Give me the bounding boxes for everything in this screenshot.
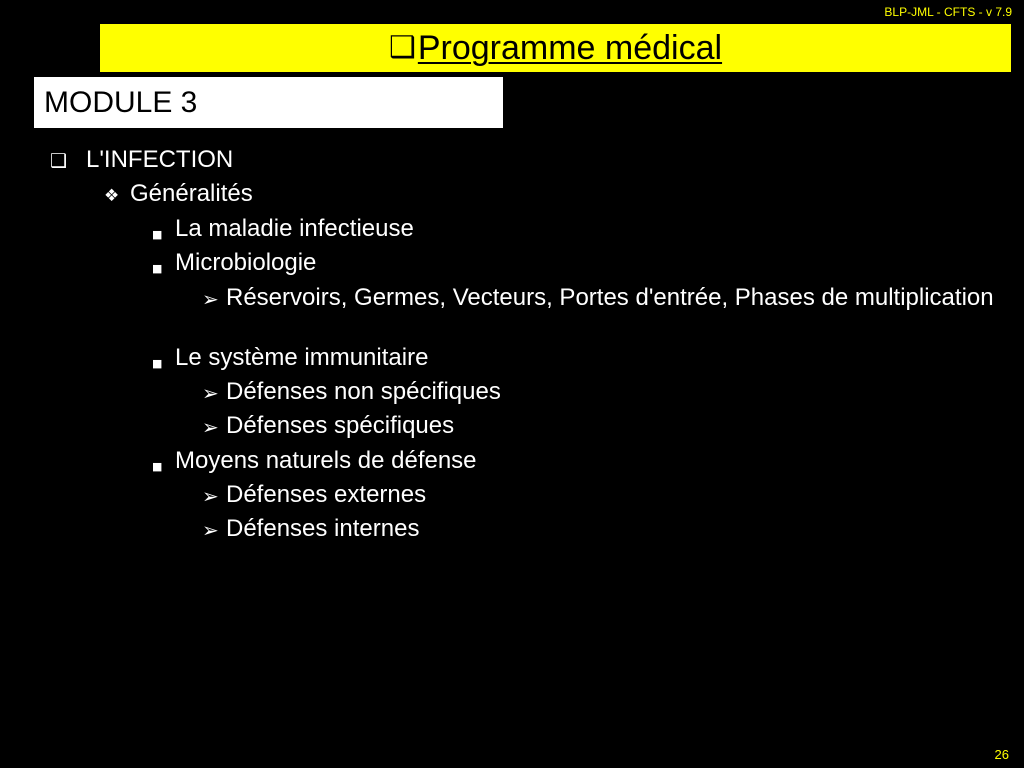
outline-subitem-text: Défenses internes <box>226 515 420 542</box>
square-bullet-icon: ❑ <box>50 150 68 172</box>
outline-level2-text: Généralités <box>130 180 253 207</box>
arrow-bullet-icon: ➢ <box>202 484 219 508</box>
outline-item-text: La maladie infectieuse <box>175 215 414 242</box>
outline-item-text: Moyens naturels de défense <box>175 447 477 474</box>
outline-subitem-text: Défenses non spécifiques <box>226 378 501 405</box>
diamond-bullet-icon: ❖ <box>104 186 120 206</box>
arrow-bullet-icon: ➢ <box>202 287 219 311</box>
arrow-bullet-icon: ➢ <box>202 381 219 405</box>
module-label: MODULE 3 <box>34 77 503 128</box>
arrow-bullet-icon: ➢ <box>202 415 219 439</box>
outline-subitem-text: Défenses spécifiques <box>226 412 455 439</box>
version-label: BLP-JML - CFTS - v 7.9 <box>884 5 1012 19</box>
outline-subitem-text: Défenses externes <box>226 481 427 508</box>
page-title: Programme médical <box>417 29 723 67</box>
outline-item-text: Microbiologie <box>175 249 317 276</box>
page-number: 26 <box>994 747 1009 762</box>
checkbox-square-icon: ❑ <box>388 30 416 65</box>
outline-subitem-text: Réservoirs, Germes, Vecteurs, Portes d'entrée, Phases de multiplication <box>226 284 994 311</box>
outline-subitem <box>202 285 1002 341</box>
small-square-bullet-icon: ■ <box>152 357 163 370</box>
small-square-bullet-icon: ■ <box>152 262 163 275</box>
outline-item-text: Le système immunitaire <box>175 344 429 371</box>
arrow-bullet-icon: ➢ <box>202 518 219 542</box>
outline-level1-text: L'INFECTION <box>86 146 234 173</box>
small-square-bullet-icon: ■ <box>152 228 163 241</box>
small-square-bullet-icon: ■ <box>152 460 163 473</box>
